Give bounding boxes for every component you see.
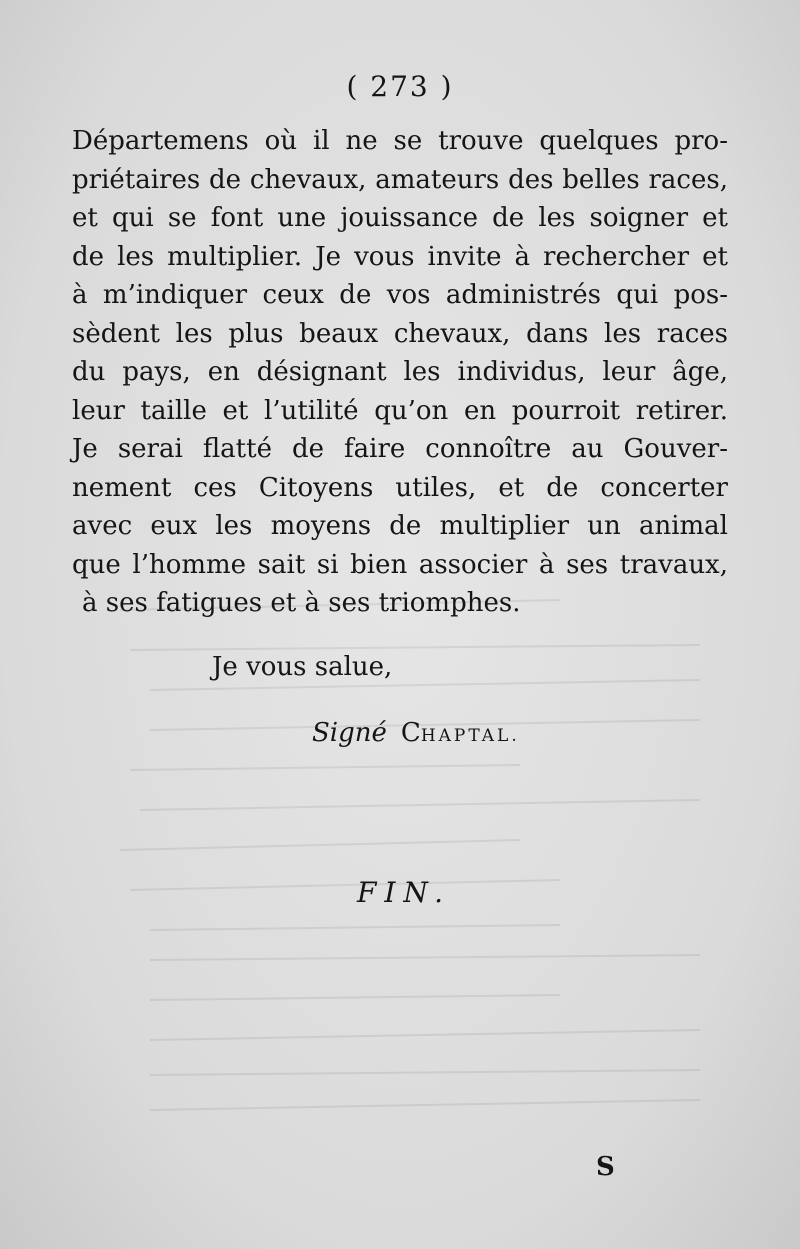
text-line: du pays, en désignant les individus, leur âge, (72, 357, 728, 387)
signatory-name: HAPTAL. (420, 726, 520, 746)
text-line: à m’indiquer ceux de vos administrés qui pos- (72, 280, 728, 310)
signatory-initial: C (400, 718, 421, 748)
text-line: avec eux les moyens de multiplier un animal (72, 511, 728, 541)
text-line: Départemens où il ne se trouve quelques pro- (72, 126, 728, 156)
salutation: Je vous salue, (212, 652, 393, 682)
signature (312, 714, 520, 755)
text-line: nement ces Citoyens utiles, et de concerter (72, 472, 728, 503)
text-line: Je serai flatté de faire connoître au Gouver- (72, 434, 728, 464)
page-number: ( 273 ) (346, 70, 454, 103)
text-line: sèdent les plus beaux chevaux, dans les races (72, 318, 728, 349)
text-line: à ses fatigues et à ses triomphes. (82, 588, 521, 618)
text-line: que l’homme sait si bien associer à ses travaux, (72, 549, 728, 580)
signed-label: Signé (312, 718, 387, 748)
text-line: de les multiplier. Je vous invite à rechercher et (72, 241, 728, 272)
printer-signature-mark: S (596, 1152, 615, 1182)
text-line: priétaires de chevaux, amateurs des belles races, (72, 164, 728, 195)
text-line: leur taille et l’utilité qu’on en pourroit retirer. (72, 395, 728, 426)
end-mark: FIN. (356, 876, 452, 909)
text-line: et qui se font une jouissance de les soigner et (72, 203, 728, 233)
body-paragraph (72, 122, 728, 623)
